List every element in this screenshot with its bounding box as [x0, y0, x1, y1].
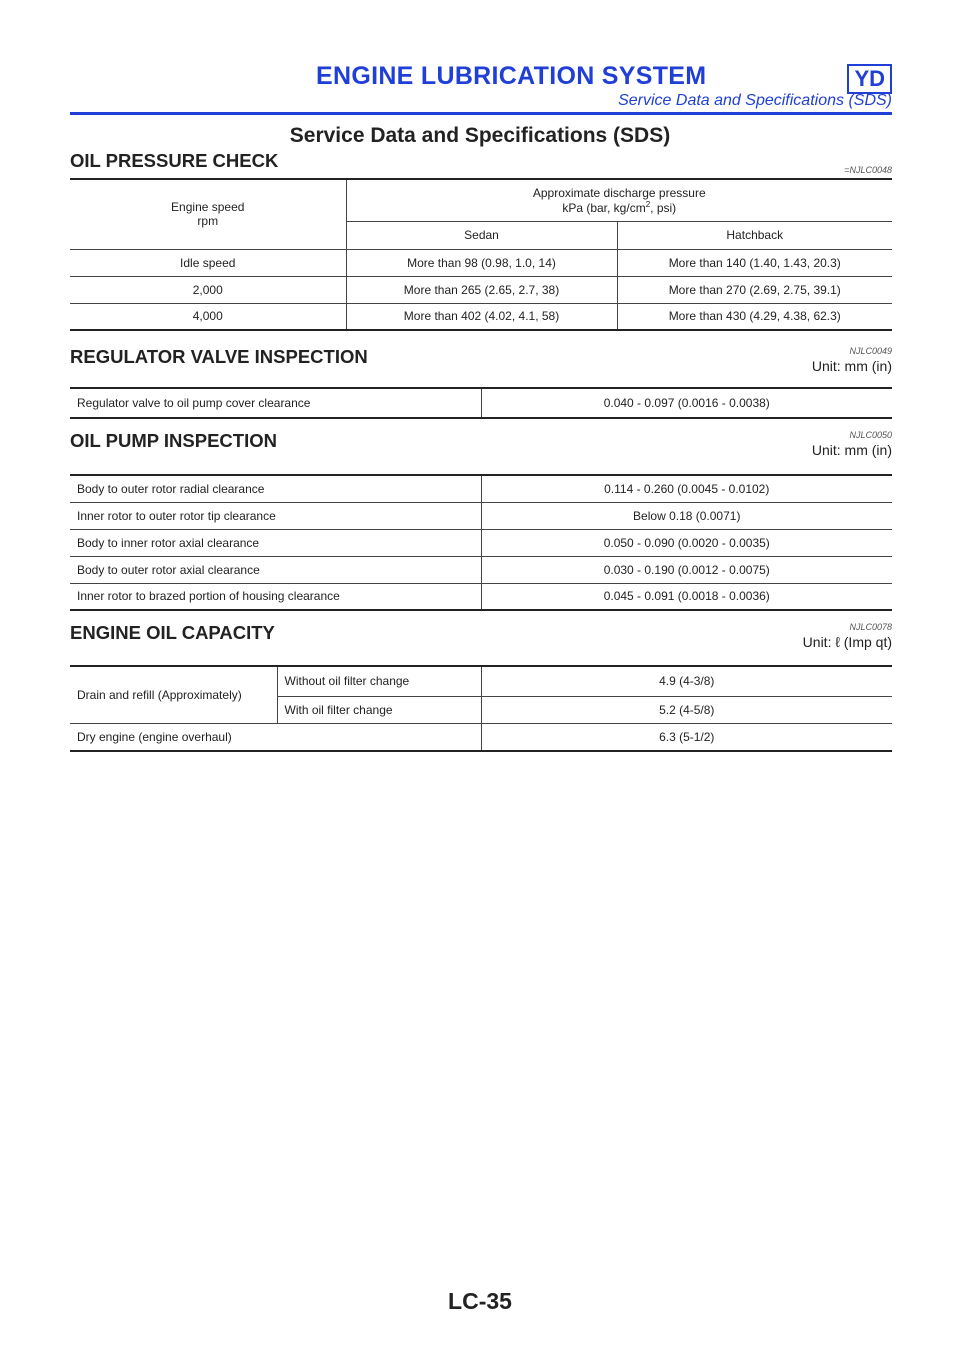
section-ref-code: NJLC0049	[849, 346, 892, 356]
table-row	[70, 666, 892, 696]
dry-engine-value: 6.3 (5-1/2)	[481, 723, 892, 751]
header-hatchback: Hatchback	[617, 221, 892, 249]
regulator-valve-table	[70, 387, 892, 419]
header-rule	[70, 112, 892, 115]
table-row	[70, 388, 892, 418]
section-unit: Unit: mm (in)	[811, 358, 892, 374]
section-title: OIL PUMP INSPECTION	[70, 430, 277, 451]
page-number: LC-35	[448, 1288, 512, 1314]
without-filter-value: 4.9 (4-3/8)	[481, 666, 892, 696]
table-row	[70, 583, 892, 610]
oil-pressure-check-section	[70, 150, 892, 331]
engine-speed-cell: Idle speed	[70, 249, 346, 276]
section-unit: Unit: mm (in)	[811, 442, 892, 458]
engine-oil-capacity-table	[70, 665, 892, 752]
item-cell: Body to outer rotor axial clearance	[70, 556, 481, 583]
sedan-value-cell: More than 265 (2.65, 2.7, 38)	[346, 276, 617, 303]
section-title: OIL PRESSURE CHECK	[70, 150, 279, 171]
drain-refill-cell: Drain and refill (Approximately)	[70, 666, 277, 723]
oil-pump-table	[70, 474, 892, 611]
oil-pump-section	[70, 430, 892, 611]
engine-speed-unit: rpm	[197, 214, 219, 229]
section-unit: Unit: ℓ (Imp qt)	[802, 634, 892, 650]
page-header	[70, 62, 892, 114]
table-row	[70, 276, 892, 303]
pressure-unit: kPa (bar, $kg/cm^2$, psi)	[562, 199, 677, 215]
engine-speed-cell: 4,000	[70, 303, 346, 330]
pressure-label: Approximate discharge pressure	[532, 185, 706, 200]
page-title: Service Data and Specifications (SDS)	[289, 124, 671, 147]
header-sedan: Sedan	[346, 221, 617, 249]
sedan-value-cell: More than 98 (0.98, 1.0, 14)	[346, 249, 617, 276]
header-title: ENGINE LUBRICATION SYSTEM	[316, 62, 707, 90]
item-cell: Body to outer rotor radial clearance	[70, 475, 481, 502]
engine-oil-capacity-section	[70, 622, 892, 752]
value-cell: 0.040 - 0.097 (0.0016 - 0.0038)	[481, 388, 892, 418]
value-cell: 0.050 - 0.090 (0.0020 - 0.0035)	[481, 529, 892, 556]
table-row	[70, 556, 892, 583]
section-title: REGULATOR VALVE INSPECTION	[70, 346, 368, 367]
item-cell: Regulator valve to oil pump cover clearance	[70, 388, 481, 418]
engine-speed-cell: 2,000	[70, 276, 346, 303]
table-row	[70, 249, 892, 276]
value-cell: 0.114 - 0.260 (0.0045 - 0.0102)	[481, 475, 892, 502]
section-title: ENGINE OIL CAPACITY	[70, 622, 275, 643]
header-discharge-pressure	[346, 179, 892, 221]
section-ref-code: NJLC0078	[849, 622, 892, 632]
with-filter-value: 5.2 (4-5/8)	[481, 696, 892, 723]
section-ref-code: =NJLC0048	[844, 165, 892, 175]
table-row	[70, 303, 892, 330]
with-filter-label: With oil filter change	[277, 696, 481, 723]
table-row	[70, 529, 892, 556]
section-ref-code: NJLC0050	[849, 430, 892, 440]
value-cell: Below 0.18 (0.0071)	[481, 502, 892, 529]
value-cell: 0.045 - 0.091 (0.0018 - 0.0036)	[481, 583, 892, 610]
dry-engine-label: Dry engine (engine overhaul)	[70, 723, 481, 751]
item-cell: Inner rotor to outer rotor tip clearance	[70, 502, 481, 529]
value-cell: 0.030 - 0.190 (0.0012 - 0.0075)	[481, 556, 892, 583]
table-row	[70, 475, 892, 502]
sedan-value-cell: More than 402 (4.02, 4.1, 58)	[346, 303, 617, 330]
regulator-valve-section	[70, 346, 892, 419]
header-engine-speed	[70, 179, 346, 249]
without-filter-label: Without oil filter change	[277, 666, 481, 696]
header-subtitle: Service Data and Specifications (SDS)	[618, 92, 892, 109]
item-cell: Body to inner rotor axial clearance	[70, 529, 481, 556]
hatchback-value-cell: More than 430 (4.29, 4.38, 62.3)	[617, 303, 892, 330]
engine-speed-label: Engine speed	[171, 200, 245, 215]
header-engine-code: YD	[847, 64, 892, 94]
item-cell: Inner rotor to brazed portion of housing clearance	[70, 583, 481, 610]
hatchback-value-cell: More than 270 (2.69, 2.75, 39.1)	[617, 276, 892, 303]
hatchback-value-cell: More than 140 (1.40, 1.43, 20.3)	[617, 249, 892, 276]
table-row	[70, 723, 892, 751]
table-row	[70, 502, 892, 529]
oil-pressure-table	[70, 178, 892, 331]
